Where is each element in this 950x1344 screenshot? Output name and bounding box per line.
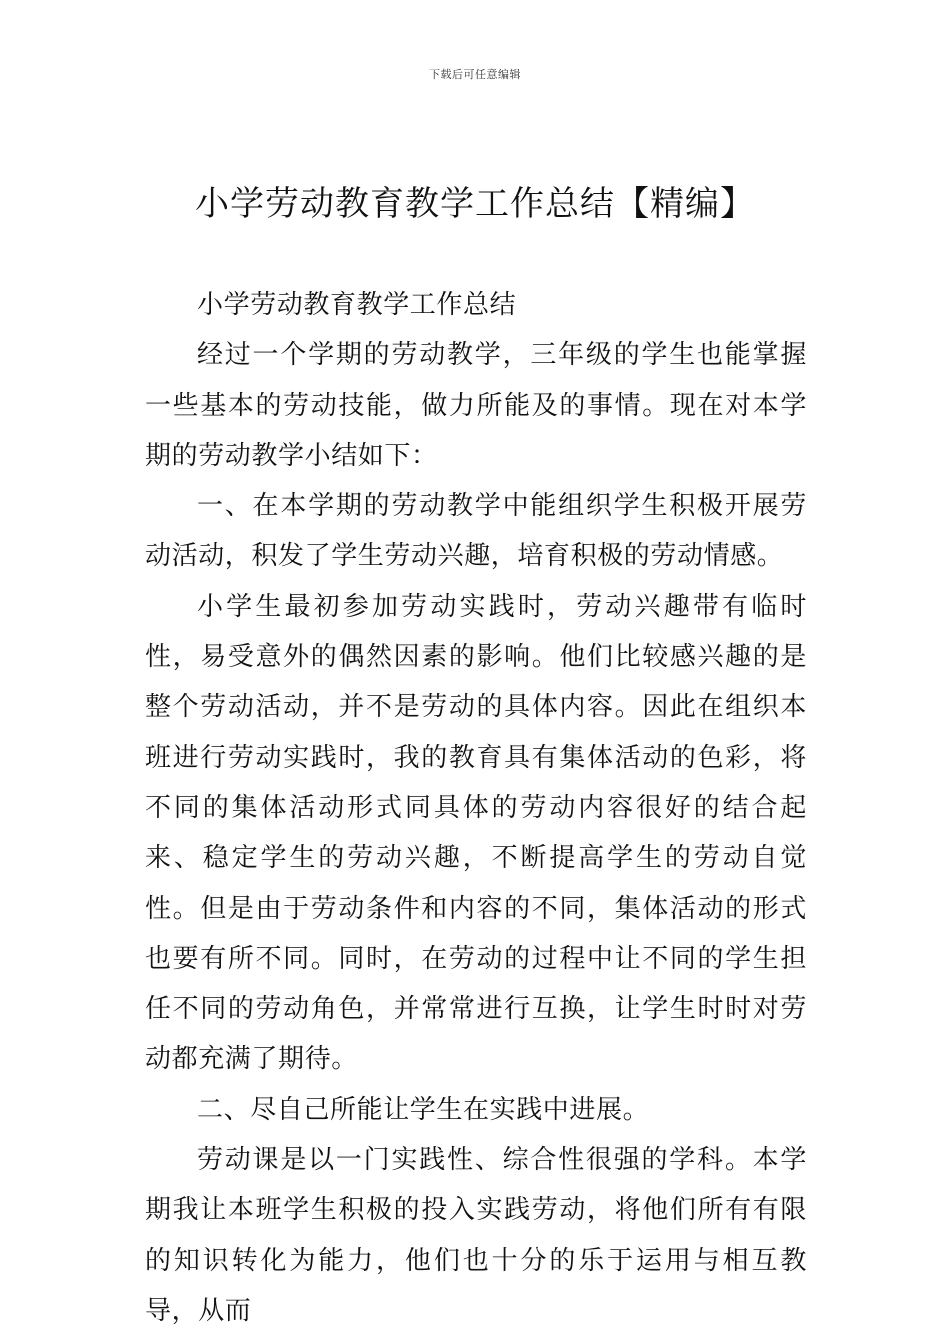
paragraph-section-heading: 一、在本学期的劳动教学中能组织学生积极开展劳动活动，积发了学生劳动兴趣，培育积极的劳动情感。	[145, 491, 807, 572]
document-title: 小学劳动教育教学工作总结【精编】	[195, 184, 755, 224]
document-body	[145, 280, 807, 1336]
paragraph: 劳动课是以一门实践性、综合性很强的学科。本学期我让本班学生积极的投入实践劳动，将他们所有有限的知识转化为能力，他们也十分的乐于运用与相互教导，从而	[145, 1145, 807, 1326]
paragraph: 经过一个学期的劳动教学，三年级的学生也能掌握一些基本的劳动技能，做力所能及的事情。现在对本学期的劳动教学小结如下：	[145, 340, 807, 471]
paragraph-subtitle: 小学劳动教育教学工作总结	[197, 290, 517, 320]
paragraph-section-heading: 二、尽自己所能让学生在实践中进展。	[197, 1094, 650, 1125]
header-note: 下载后可任意编辑	[429, 68, 521, 81]
paragraph: 小学生最初参加劳动实践时，劳动兴趣带有临时性，易受意外的偶然因素的影响。他们比较感兴趣的是整个劳动活动，并不是劳动的具体内容。因此在组织本班进行劳动实践时，我的教育具有集体活动的色彩，将不同的集体活动形式同具体的劳动内容很好的结合起来、稳定学生的劳动兴趣，不断提高学生的劳动自觉性。但是由于劳动条件和内容的不同，集体活动的形式也要有所不同。同时，在劳动的过程中让不同的学生担任不同的劳动角色，并常常进行互换，让学生时时对劳动都充满了期待。	[145, 591, 807, 1075]
